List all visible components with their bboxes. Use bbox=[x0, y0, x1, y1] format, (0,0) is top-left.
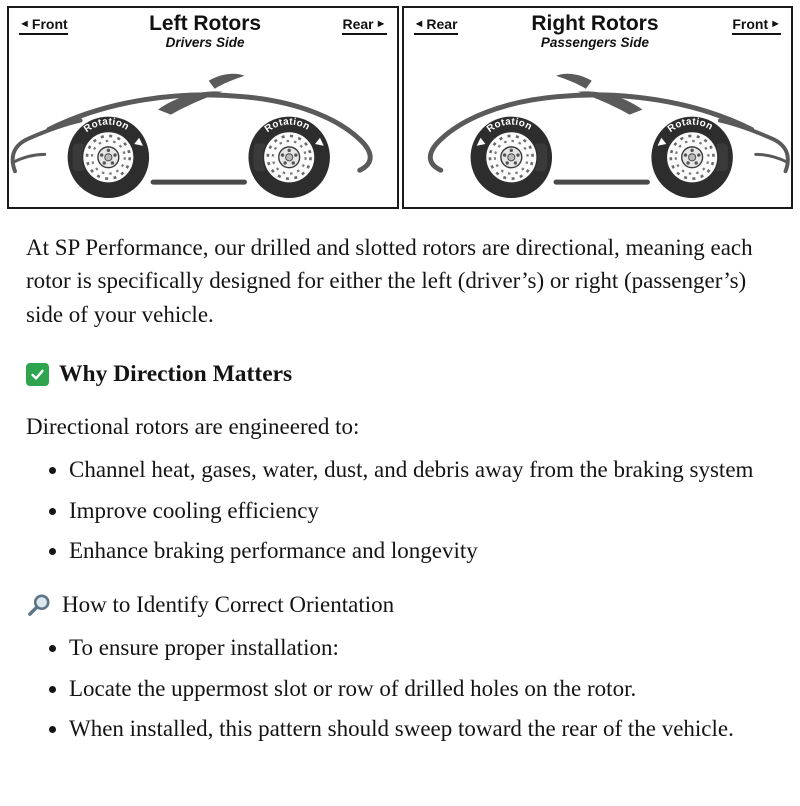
heading-how-to-identify bbox=[26, 592, 774, 618]
right-car-illustration bbox=[404, 50, 792, 207]
list-item: • To ensure proper installation: bbox=[69, 632, 774, 665]
rotation-label: Rotation bbox=[484, 116, 534, 136]
front-label-text: Front bbox=[31, 16, 68, 32]
right-panel-titles bbox=[458, 13, 733, 50]
right-rotors-panel bbox=[402, 6, 794, 209]
arrow-left-icon: ◄ bbox=[413, 18, 425, 31]
rotation-label: Rotation bbox=[81, 116, 131, 136]
rotor-direction-diagram bbox=[7, 6, 793, 209]
left-panel-header bbox=[9, 8, 397, 50]
heading-text: How to Identify Correct Orientation bbox=[62, 592, 395, 618]
right-panel-header bbox=[404, 8, 792, 50]
check-mark-icon bbox=[26, 363, 49, 386]
heading-why-direction-matters bbox=[26, 361, 774, 388]
list-item: • When installed, this pattern should sweep toward the rear of the vehicle. bbox=[69, 713, 774, 746]
rotation-label: Rotation bbox=[262, 116, 312, 136]
rear-label-text: Rear bbox=[426, 16, 458, 32]
arrow-right-icon: ► bbox=[770, 18, 781, 31]
left-car-illustration bbox=[9, 50, 397, 207]
rear-direction-label bbox=[342, 17, 386, 35]
list-item: • Improve cooling efficiency bbox=[69, 495, 774, 528]
magnifier-icon bbox=[26, 592, 52, 618]
lead-paragraph: Directional rotors are engineered to: bbox=[26, 414, 360, 440]
arrow-right-icon: ► bbox=[375, 18, 387, 31]
list-item: • Locate the uppermost slot or row of drilled holes on the rotor. bbox=[69, 673, 774, 706]
rotation-label: Rotation bbox=[665, 116, 715, 136]
front-direction-label bbox=[19, 17, 68, 35]
rear-direction-label bbox=[414, 17, 458, 35]
front-label-text: Front bbox=[732, 16, 769, 32]
list-item: • Channel heat, gases, water, dust, and debris away from the braking system bbox=[69, 454, 774, 487]
article-body bbox=[0, 231, 800, 746]
right-panel-title: Right Rotors bbox=[531, 12, 659, 35]
benefits-list bbox=[26, 454, 774, 568]
intro-paragraph: At SP Performance, our drilled and slotted rotors are directional, meaning each rotor is specifically designed for either the left (driver’s) or right (passenger’s) side of your vehicle. bbox=[26, 235, 753, 327]
left-panel-titles bbox=[68, 13, 343, 50]
heading-text: Why Direction Matters bbox=[59, 361, 293, 388]
list-item: • Enhance braking performance and longevity bbox=[69, 535, 774, 568]
orientation-steps-list bbox=[26, 632, 774, 746]
front-direction-label bbox=[732, 17, 781, 35]
right-panel-subtitle: Passengers Side bbox=[540, 35, 649, 51]
arrow-left-icon: ◄ bbox=[19, 18, 30, 31]
left-panel-title: Left Rotors bbox=[149, 12, 262, 35]
rear-label-text: Rear bbox=[342, 16, 374, 32]
left-panel-subtitle: Drivers Side bbox=[165, 35, 245, 51]
left-rotors-panel bbox=[7, 6, 399, 209]
